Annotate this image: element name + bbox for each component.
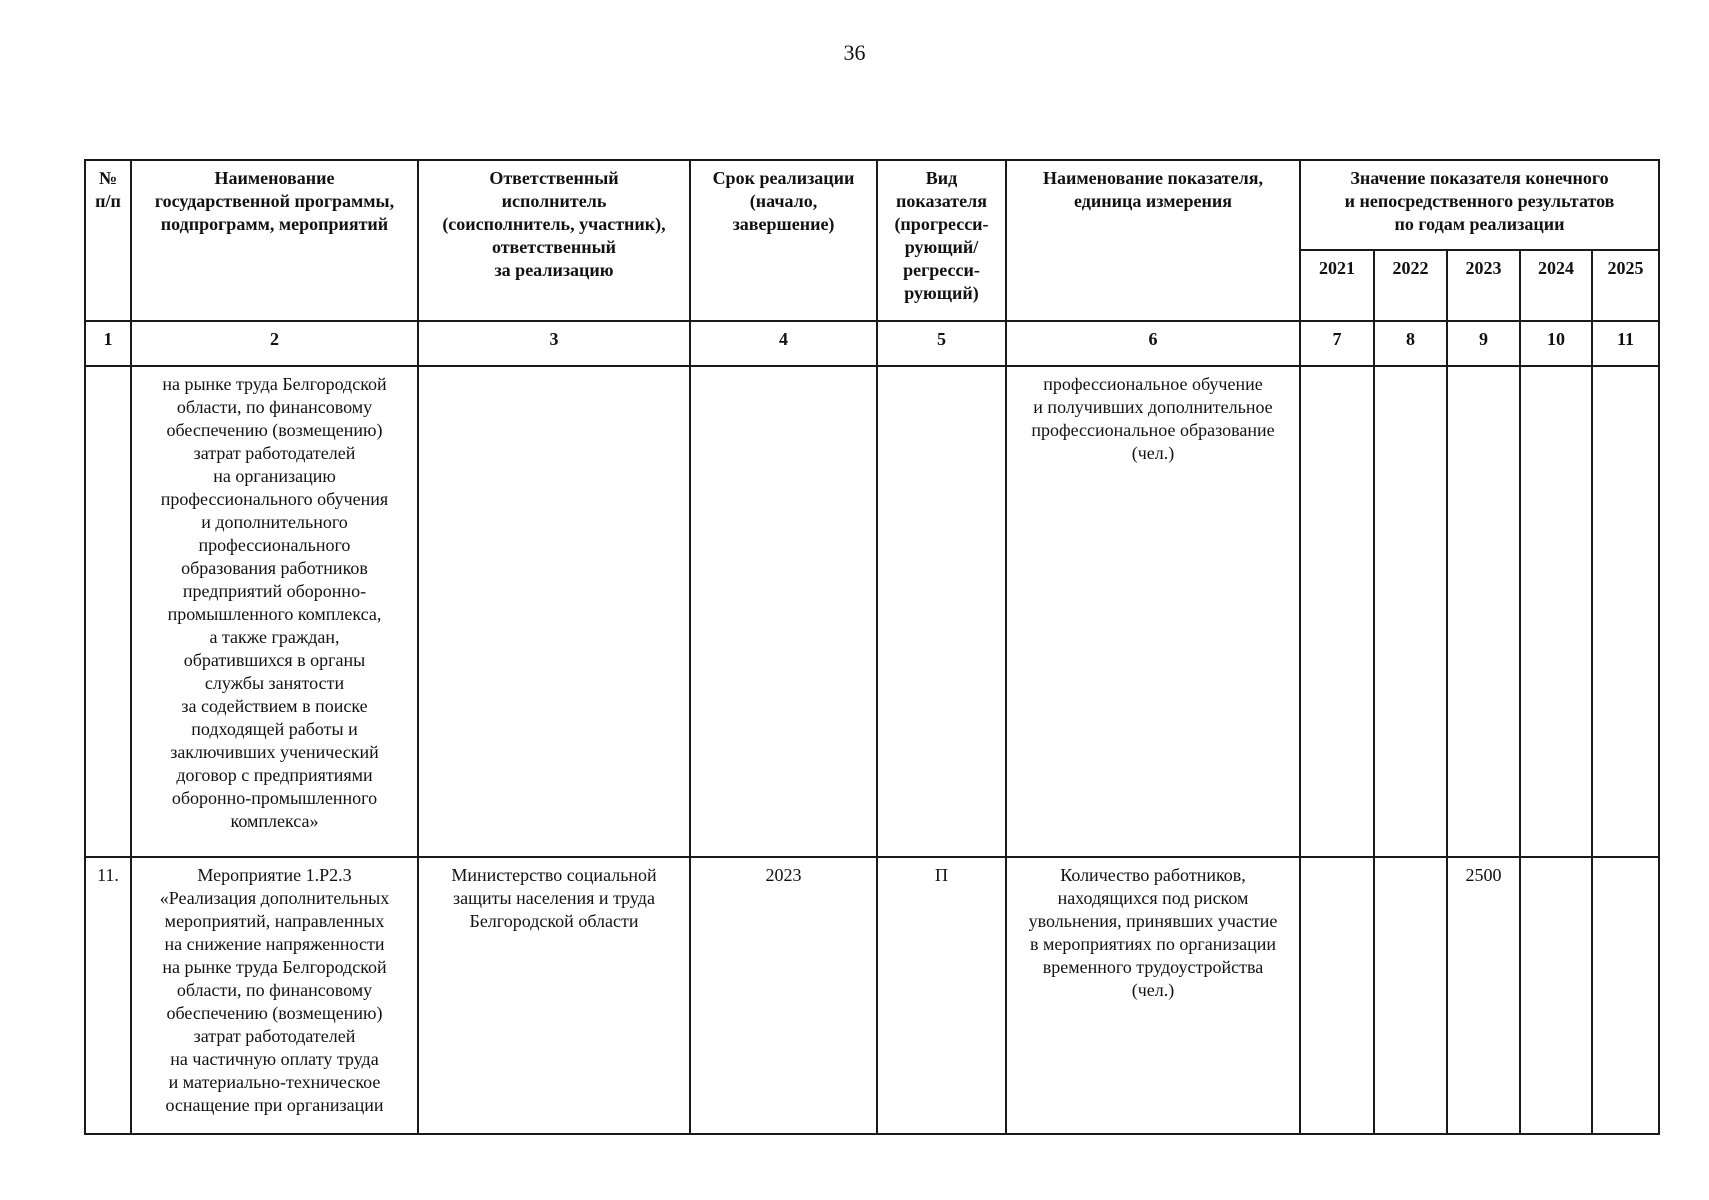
header-year: 2024 (1520, 250, 1592, 321)
column-number: 2 (131, 321, 418, 366)
value-2025 (1592, 857, 1659, 1134)
column-number: 10 (1520, 321, 1592, 366)
value-2024 (1520, 857, 1592, 1134)
responsible-executor: Министерство социальной защиты населения и труда Белгородской области (418, 857, 690, 1134)
indicator-name: профессиональное обучение и получивших дополнительное профессиональное образование (чел.) (1006, 366, 1300, 857)
measure-name: Мероприятие 1.Р2.3 «Реализация дополнительных мероприятий, направленных на снижение напряженности на рынке труда Белгородской области, по финансовому обеспечению (возмещению) затрат работодателей на частичную оплату труда и материально-техническое оснащение при организации (131, 857, 418, 1134)
value-2024 (1520, 366, 1592, 857)
column-number: 8 (1374, 321, 1447, 366)
header-responsible: Ответственный исполнитель (соисполнитель, участник), ответственный за реализацию (418, 160, 690, 321)
header-name: Наименование государственной программы, подпрограмм, мероприятий (131, 160, 418, 321)
column-number: 7 (1300, 321, 1374, 366)
header-row (85, 160, 1659, 250)
column-number: 11 (1592, 321, 1659, 366)
value-2021 (1300, 366, 1374, 857)
row-number (85, 366, 131, 857)
value-2023 (1447, 366, 1520, 857)
column-number: 5 (877, 321, 1006, 366)
indicator-type: П (877, 857, 1006, 1134)
table-row (85, 857, 1659, 1134)
column-number: 6 (1006, 321, 1300, 366)
column-number: 1 (85, 321, 131, 366)
program-table (84, 159, 1660, 1135)
header-year: 2025 (1592, 250, 1659, 321)
value-2022 (1374, 366, 1447, 857)
column-number: 4 (690, 321, 877, 366)
header-values-group: Значение показателя конечного и непосредственного результатов по годам реализации (1300, 160, 1659, 250)
table-row (85, 366, 1659, 857)
header-indicator-name: Наименование показателя, единица измерения (1006, 160, 1300, 321)
header-term: Срок реализации (начало, завершение) (690, 160, 877, 321)
value-2021 (1300, 857, 1374, 1134)
responsible-executor (418, 366, 690, 857)
value-2025 (1592, 366, 1659, 857)
header-year: 2021 (1300, 250, 1374, 321)
indicator-type (877, 366, 1006, 857)
implementation-term (690, 366, 877, 857)
header-indicator-type: Вид показателя (прогресси- рующий/ регресси- рующий) (877, 160, 1006, 321)
header-year: 2022 (1374, 250, 1447, 321)
measure-name: на рынке труда Белгородской области, по финансовому обеспечению (возмещению) затрат работодателей на организацию профессионального обучения и дополнительного профессионального образования работников предприятий оборонно- промышленного комплекса, а также граждан, обратившихся в органы службы занятости за содействием в поиске подходящей работы и заключивших ученический договор с предприятиями оборонно-промышленного комплекса» (131, 366, 418, 857)
page-number: 36 (843, 40, 866, 65)
implementation-term: 2023 (690, 857, 877, 1134)
row-number: 11. (85, 857, 131, 1134)
header-num: № п/п (85, 160, 131, 321)
column-number: 3 (418, 321, 690, 366)
header-year: 2023 (1447, 250, 1520, 321)
column-number: 9 (1447, 321, 1520, 366)
value-2023: 2500 (1447, 857, 1520, 1134)
column-numbers-row (85, 321, 1659, 366)
indicator-name: Количество работников, находящихся под риском увольнения, принявших участие в мероприятиях по организации временного трудоустройства (чел.) (1006, 857, 1300, 1134)
value-2022 (1374, 857, 1447, 1134)
